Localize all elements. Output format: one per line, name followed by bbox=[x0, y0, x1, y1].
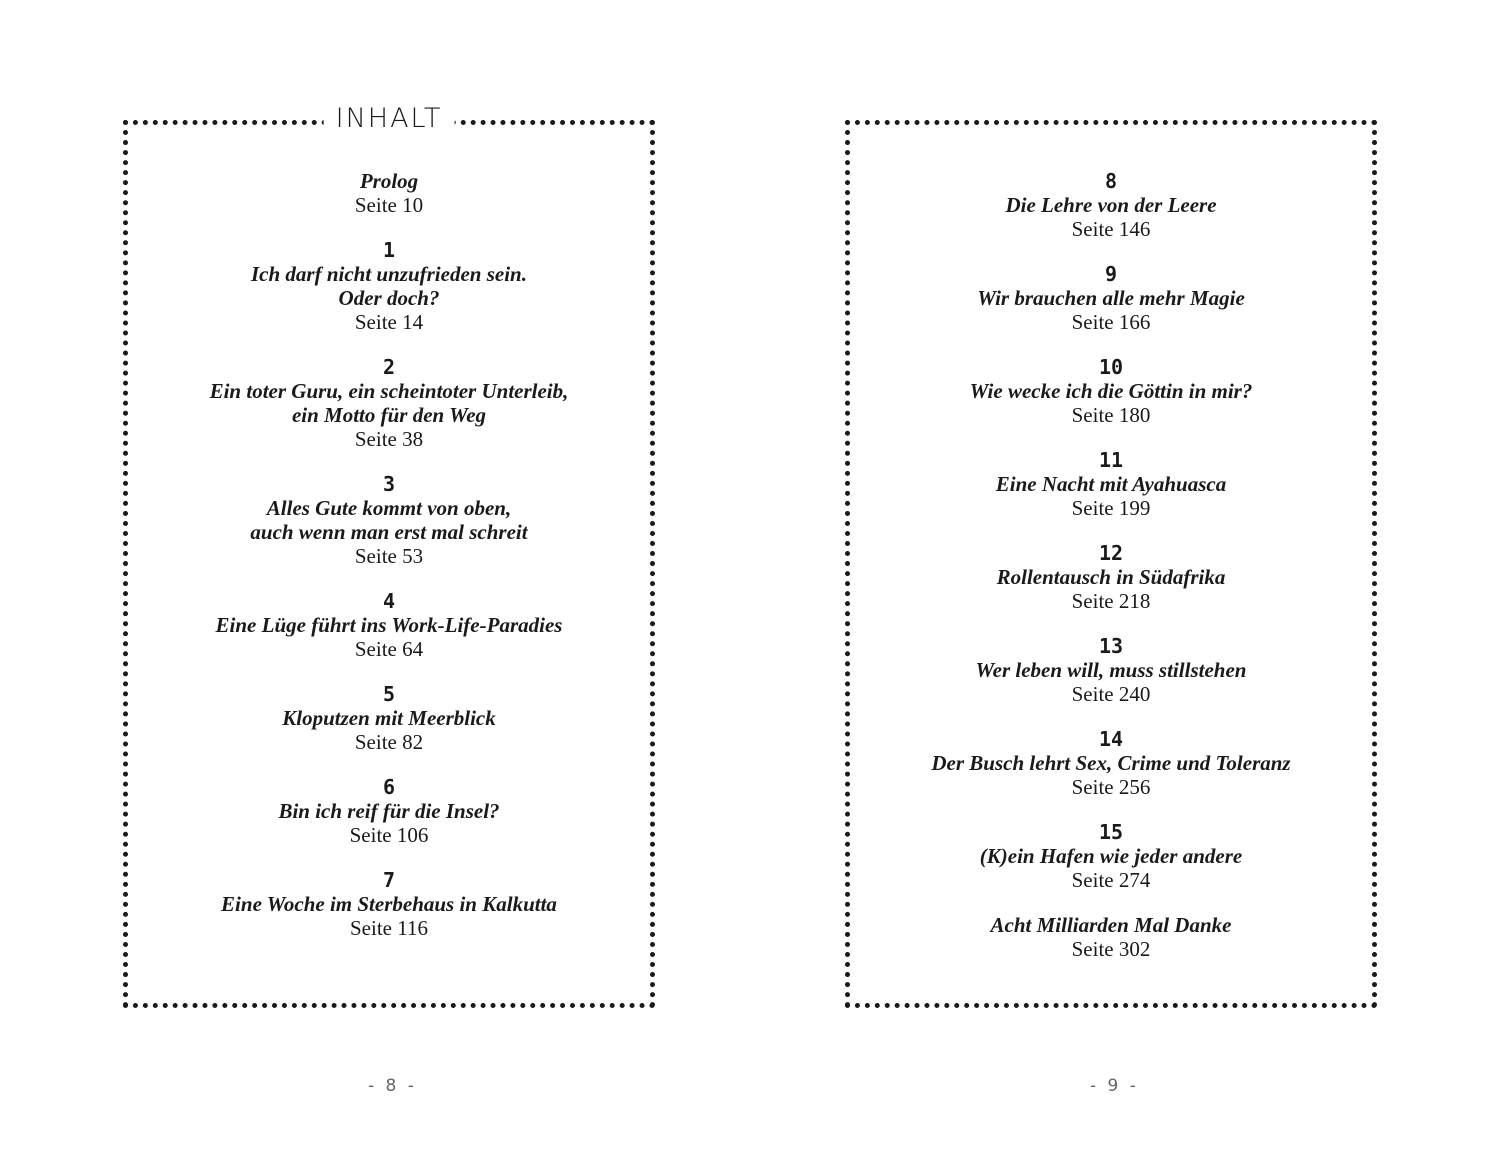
chapter-title: Eine Woche im Sterbehaus in Kalkutta bbox=[221, 892, 557, 916]
chapter-title: Der Busch lehrt Sex, Crime und Toleranz bbox=[931, 751, 1291, 775]
toc-panel-right bbox=[845, 120, 1377, 1008]
toc-entry bbox=[997, 541, 1226, 613]
chapter-title: Acht Milliarden Mal Danke bbox=[990, 913, 1232, 937]
chapter-number: 11 bbox=[1098, 448, 1124, 472]
toc-entry bbox=[251, 238, 527, 334]
chapter-page-ref: Seite 38 bbox=[354, 427, 424, 451]
toc-entry bbox=[250, 472, 527, 568]
chapter-number: 8 bbox=[1104, 169, 1118, 193]
chapter-title: Ein toter Guru, ein scheintoter Unterleib, bbox=[209, 379, 569, 403]
toc-entry bbox=[278, 775, 499, 847]
chapter-title: Rollentausch in Südafrika bbox=[996, 565, 1226, 589]
toc-panel-left bbox=[123, 103, 655, 1008]
chapter-title: Wir brauchen alle mehr Magie bbox=[977, 286, 1245, 310]
chapter-page-ref: Seite 180 bbox=[1071, 403, 1151, 427]
chapter-number: 4 bbox=[382, 589, 396, 613]
chapter-page-ref: Seite 106 bbox=[349, 823, 429, 847]
chapter-page-ref: Seite 302 bbox=[1071, 937, 1151, 961]
chapter-page-ref: Seite 82 bbox=[354, 730, 424, 754]
chapter-title: Wer leben will, muss stillstehen bbox=[975, 658, 1247, 682]
chapter-page-ref: Seite 199 bbox=[1071, 496, 1151, 520]
toc-entry bbox=[1005, 169, 1216, 241]
chapter-title: Ich darf nicht unzufrieden sein. bbox=[251, 262, 527, 286]
chapter-number: 15 bbox=[1098, 820, 1124, 844]
chapter-title: Bin ich reif für die Insel? bbox=[278, 799, 500, 823]
chapter-title: Wie wecke ich die Göttin in mir? bbox=[969, 379, 1253, 403]
page-number-right: - 9 - bbox=[1090, 1076, 1139, 1096]
chapter-page-ref: Seite 256 bbox=[1071, 775, 1151, 799]
chapter-number: 10 bbox=[1098, 355, 1124, 379]
toc-list-right bbox=[850, 169, 1372, 982]
chapter-number: 6 bbox=[382, 775, 396, 799]
toc-entry bbox=[991, 913, 1232, 961]
chapter-title: Eine Lüge führt ins Work-Life-Paradies bbox=[215, 613, 563, 637]
contents-heading: INHALT bbox=[324, 103, 455, 135]
chapter-page-ref: Seite 240 bbox=[1071, 682, 1151, 706]
chapter-number: 1 bbox=[382, 238, 396, 262]
chapter-page-ref: Seite 274 bbox=[1071, 868, 1151, 892]
chapter-number: 14 bbox=[1098, 727, 1124, 751]
chapter-number: 2 bbox=[382, 355, 396, 379]
chapter-page-ref: Seite 10 bbox=[354, 193, 424, 217]
chapter-title: auch wenn man erst mal schreit bbox=[250, 520, 528, 544]
chapter-title: Oder doch? bbox=[338, 286, 440, 310]
toc-entry bbox=[931, 727, 1290, 799]
chapter-title: Alles Gute kommt von oben, bbox=[266, 496, 512, 520]
chapter-title: (K)ein Hafen wie jeder andere bbox=[979, 844, 1243, 868]
page-number-left: - 8 - bbox=[368, 1076, 417, 1096]
chapter-page-ref: Seite 218 bbox=[1071, 589, 1151, 613]
chapter-title: ein Motto für den Weg bbox=[291, 403, 487, 427]
toc-entry bbox=[216, 589, 563, 661]
chapter-page-ref: Seite 166 bbox=[1071, 310, 1151, 334]
chapter-page-ref: Seite 146 bbox=[1071, 217, 1151, 241]
toc-entry bbox=[976, 634, 1247, 706]
toc-entry bbox=[355, 169, 423, 217]
toc-entry bbox=[221, 868, 557, 940]
chapter-title: Prolog bbox=[359, 169, 419, 193]
chapter-number: 13 bbox=[1098, 634, 1124, 658]
toc-entry bbox=[970, 355, 1253, 427]
toc-entry bbox=[980, 820, 1242, 892]
chapter-number: 5 bbox=[382, 682, 396, 706]
chapter-title: Die Lehre von der Leere bbox=[1005, 193, 1217, 217]
toc-entry bbox=[210, 355, 569, 451]
chapter-number: 9 bbox=[1104, 262, 1118, 286]
toc-entry bbox=[282, 682, 496, 754]
chapter-number: 7 bbox=[382, 868, 396, 892]
toc-entry bbox=[996, 448, 1226, 520]
chapter-page-ref: Seite 14 bbox=[354, 310, 424, 334]
toc-entry bbox=[977, 262, 1245, 334]
chapter-title: Kloputzen mit Meerblick bbox=[282, 706, 496, 730]
chapter-title: Eine Nacht mit Ayahuasca bbox=[995, 472, 1227, 496]
chapter-number: 3 bbox=[382, 472, 396, 496]
chapter-page-ref: Seite 64 bbox=[354, 637, 424, 661]
chapter-number: 12 bbox=[1098, 541, 1124, 565]
chapter-page-ref: Seite 53 bbox=[354, 544, 424, 568]
toc-list-left bbox=[128, 169, 650, 961]
chapter-page-ref: Seite 116 bbox=[350, 916, 428, 940]
